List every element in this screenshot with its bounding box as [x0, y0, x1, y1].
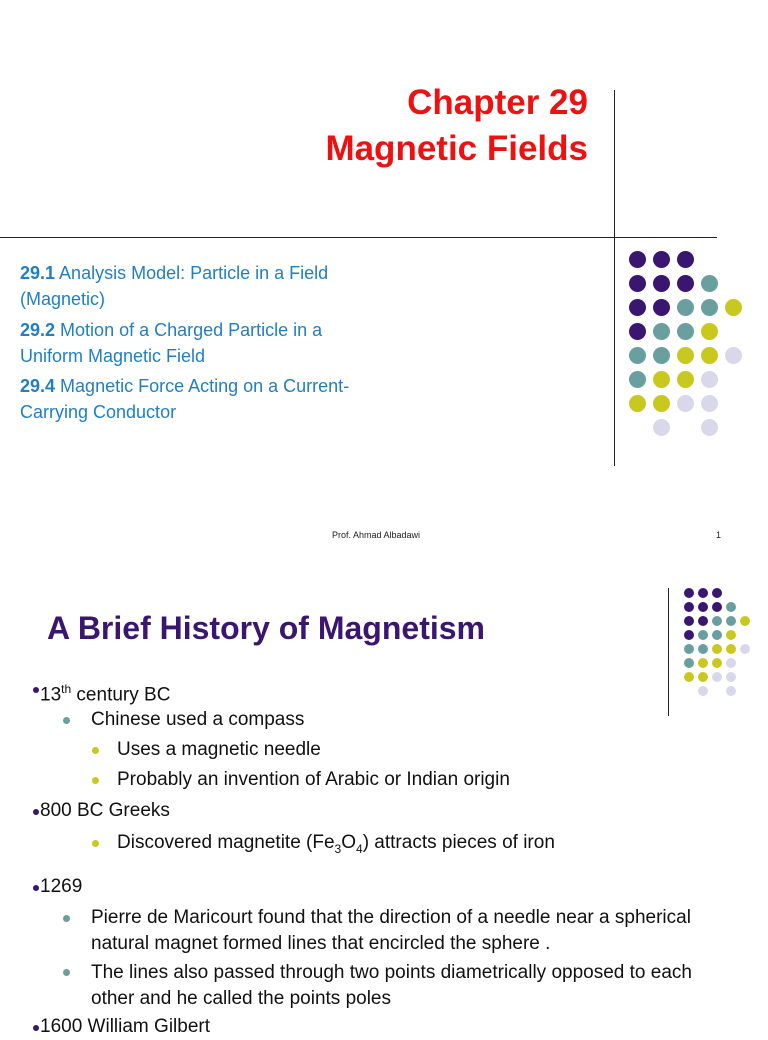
dot-icon [725, 347, 742, 364]
dot-icon [725, 299, 742, 316]
dot-icon [677, 275, 694, 292]
dot-icon [726, 686, 736, 696]
bullet-1269: 1269 [40, 876, 83, 897]
dot-icon [677, 395, 694, 412]
sub-sub-bullet-icon [92, 777, 99, 784]
section-number: 29.4 [20, 376, 56, 396]
bullet-icon [33, 1025, 39, 1031]
bullet-arabic-indian: Probably an invention of Arabic or Indian origin [117, 769, 510, 790]
dot-icon [740, 616, 750, 626]
footer-author: Prof. Ahmad Albadawi [332, 530, 421, 540]
dot-icon [653, 251, 670, 268]
dot-icon [629, 275, 646, 292]
section-text: Magnetic Force Acting on a Current- [55, 376, 350, 396]
sub-bullet-icon [63, 915, 70, 922]
dot-icon [629, 371, 646, 388]
dot-icon [701, 371, 718, 388]
chapter-number: Chapter 29 [407, 83, 588, 122]
dot-icon [677, 251, 694, 268]
chapter-title [325, 80, 588, 172]
dot-icon [698, 672, 708, 682]
dot-icon [653, 395, 670, 412]
bullet-magnetic-needle: Uses a magnetic needle [117, 739, 321, 760]
dot-icon [726, 602, 736, 612]
dot-icon [712, 602, 722, 612]
dot-icon [726, 672, 736, 682]
dot-icon [701, 299, 718, 316]
dot-icon [677, 299, 694, 316]
section-text-2: Uniform Magnetic Field [20, 346, 206, 366]
sub-sub-bullet-icon [92, 747, 99, 754]
section-text: Motion of a Charged Particle in a [55, 320, 323, 340]
dot-icon [653, 347, 670, 364]
vertical-divider [668, 588, 669, 716]
dot-icon [701, 419, 718, 436]
dot-icon [629, 323, 646, 340]
bullet-800bc-greeks: 800 BC Greeks [40, 800, 170, 821]
dot-icon [653, 371, 670, 388]
section-29-2 [20, 317, 440, 369]
dot-icon [726, 644, 736, 654]
bullet-icon [33, 885, 39, 891]
chapter-name: Magnetic Fields [325, 129, 588, 168]
section-text-2: (Magnetic) [20, 289, 106, 309]
bullet-1600-gilbert: 1600 William Gilbert [40, 1016, 210, 1037]
dot-icon [677, 347, 694, 364]
dot-icon [684, 630, 694, 640]
dot-icon [712, 630, 722, 640]
vertical-divider [614, 90, 615, 466]
dot-icon [712, 644, 722, 654]
dot-icon [684, 616, 694, 626]
dot-icon [712, 672, 722, 682]
dot-icon [726, 658, 736, 668]
section-text-2: Carrying Conductor [20, 402, 177, 422]
dot-icon [653, 323, 670, 340]
dot-icon [629, 347, 646, 364]
dot-icon [629, 299, 646, 316]
dot-icon [698, 588, 708, 598]
dot-icon [684, 672, 694, 682]
dot-icon [698, 658, 708, 668]
dot-icon [712, 616, 722, 626]
slide-2 [0, 560, 768, 1037]
slide-title: A Brief History of Magnetism [47, 610, 485, 646]
dot-icon [653, 299, 670, 316]
dot-icon [677, 323, 694, 340]
bullet-maricourt: Pierre de Maricourt found that the direction of a needle near a spherical natural magnet formed lines that encircled the sphere . [91, 907, 691, 954]
dot-icon [653, 419, 670, 436]
dot-icon [698, 630, 708, 640]
sub-sub-bullet-icon [92, 840, 99, 847]
section-text: Analysis Model: Particle in a Field [55, 263, 329, 283]
sub-bullet-icon [63, 969, 70, 976]
section-number: 29.1 [20, 263, 56, 283]
dot-icon [629, 251, 646, 268]
section-number: 29.2 [20, 320, 56, 340]
dot-icon [701, 347, 718, 364]
dot-icon [712, 658, 722, 668]
bullet-icon [33, 687, 39, 693]
section-29-1 [20, 260, 440, 312]
dot-icon [701, 395, 718, 412]
dot-icon [698, 644, 708, 654]
dot-icon [653, 275, 670, 292]
dot-icon [684, 588, 694, 598]
bullet-chinese-compass: Chinese used a compass [91, 709, 305, 730]
dot-icon [726, 630, 736, 640]
dot-icon [701, 275, 718, 292]
dot-icon [726, 616, 736, 626]
dot-icon [684, 602, 694, 612]
dot-icon [684, 644, 694, 654]
dot-icon [740, 644, 750, 654]
section-29-4 [20, 373, 440, 425]
dot-icon [677, 371, 694, 388]
bullet-13th-century: 13th century BC [40, 682, 171, 706]
dot-icon [698, 602, 708, 612]
bullet-icon [33, 809, 39, 815]
dot-icon [712, 588, 722, 598]
dot-icon [629, 395, 646, 412]
bullet-magnetite: Discovered magnetite $(Fe_3O_4)$ attracts pieces of iron [117, 832, 555, 856]
page-number: 1 [716, 530, 722, 540]
dot-icon [701, 323, 718, 340]
horizontal-divider [0, 237, 717, 238]
dot-icon [684, 658, 694, 668]
sub-bullet-icon [63, 717, 70, 724]
bullet-poles: The lines also passed through two points diametrically opposed to each other and he called the points poles [91, 962, 692, 1009]
dot-icon [698, 686, 708, 696]
dot-icon [698, 616, 708, 626]
